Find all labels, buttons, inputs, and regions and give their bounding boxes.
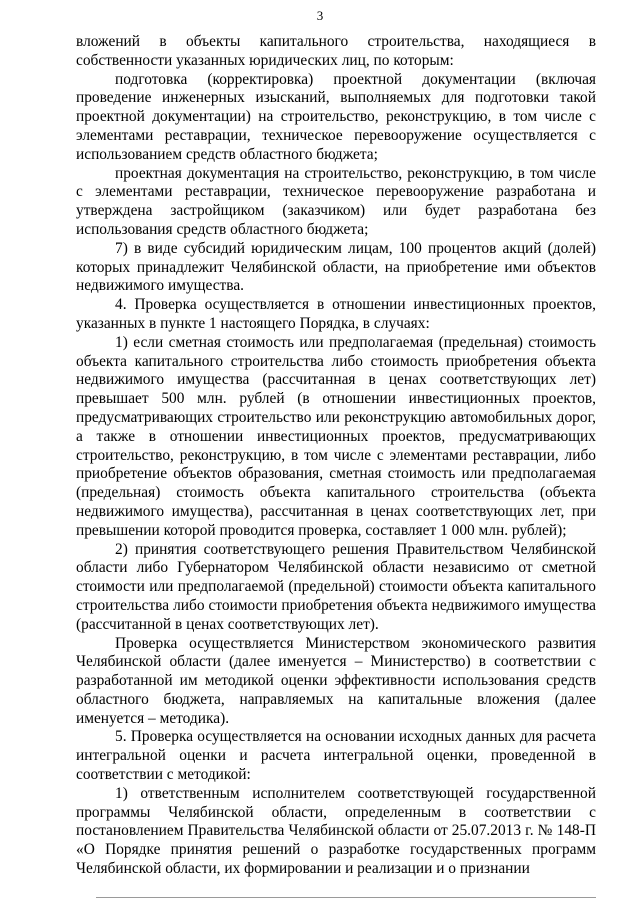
paragraph: подготовка (корректировка) проектной документации (включая проведение инженерных изысканий, выполняемых для подготовки такой проектной документации) на строительство, реконструкцию, в том числе с элементами реставрации, техническое перевооружение осуществляется с использованием средств областного бюджета;: [76, 70, 596, 163]
paragraph: 2) принятия соответствующего решения Правительством Челябинской области либо Губернатором Челябинской области независимо от сметной стоимости или предполагаемой (предельной) стоимости объекта капитального строительства либо стоимости приобретения объекта недвижимого имущества (рассчитанной в ценах соответствующих лет).: [76, 540, 596, 633]
paragraph: 4. Проверка осуществляется в отношении инвестиционных проектов, указанных в пункте 1 настоящего Порядка, в случаях:: [76, 296, 596, 332]
paragraph: проектная документация на строительство, реконструкцию, в том числе с элементами реставрации, техническое перевооружение разработана и утверждена застройщиком (заказчиком) или будет разработана без использования средств областного бюджета;: [76, 164, 596, 238]
paragraph: 1) если сметная стоимость или предполагаемая (предельная) стоимость объекта капитального строительства либо стоимость приобретения объекта недвижимого имущества (рассчитанная в ценах соответствующих лет) превышает 500 млн. рублей (в отношении инвестиционных проектов, предусматривающих строительство или реконструкцию автомобильных дорог, а также в отношении инвестиционных проектов, предусматривающих строительство, реконструкцию, в том числе с элементами реставрации, либо приобретение объектов образования, сметная стоимость или предполагаемая (предельная) стоимость объекта капитального строительства (объекта недвижимого имущества), рассчитанная в ценах соответствующих лет, при превышении которой проводится проверка, составляет 1 000 млн. рублей);: [76, 333, 596, 539]
paragraph: вложений в объекты капитального строительства, находящиеся в собственности указанных юридических лиц, по которым:: [76, 33, 596, 69]
page-number: 3: [316, 8, 324, 23]
paragraph: Проверка осуществляется Министерством экономического развития Челябинской области (далее именуется – Министерство) в соответствии с разработанной им методикой оценки эффективности использования средств областного бюджета, направляемых на капитальные вложения (далее именуется – методика).: [76, 634, 596, 727]
paragraph: 5. Проверка осуществляется на основании исходных данных для расчета интегральной оценки и расчета интегральной оценки, проведенной в соответствии с методикой:: [76, 728, 596, 784]
paragraph: 7) в виде субсидий юридическим лицам, 100 процентов акций (долей) которых принадлежит Челябинской области, на приобретение ими объектов недвижимого имущества.: [76, 239, 596, 295]
paragraph: 1) ответственным исполнителем соответствующей государственной программы Челябинской области, определенным в соответствии с постановлением Правительства Челябинской области от 25.07.2013 г. № 148-П «О Порядке принятия решений о разработке государственных программ Челябинской области, их формировании и реализации и о признании: [76, 784, 596, 878]
bottom-divider: [96, 897, 596, 898]
document-body: [76, 33, 596, 879]
